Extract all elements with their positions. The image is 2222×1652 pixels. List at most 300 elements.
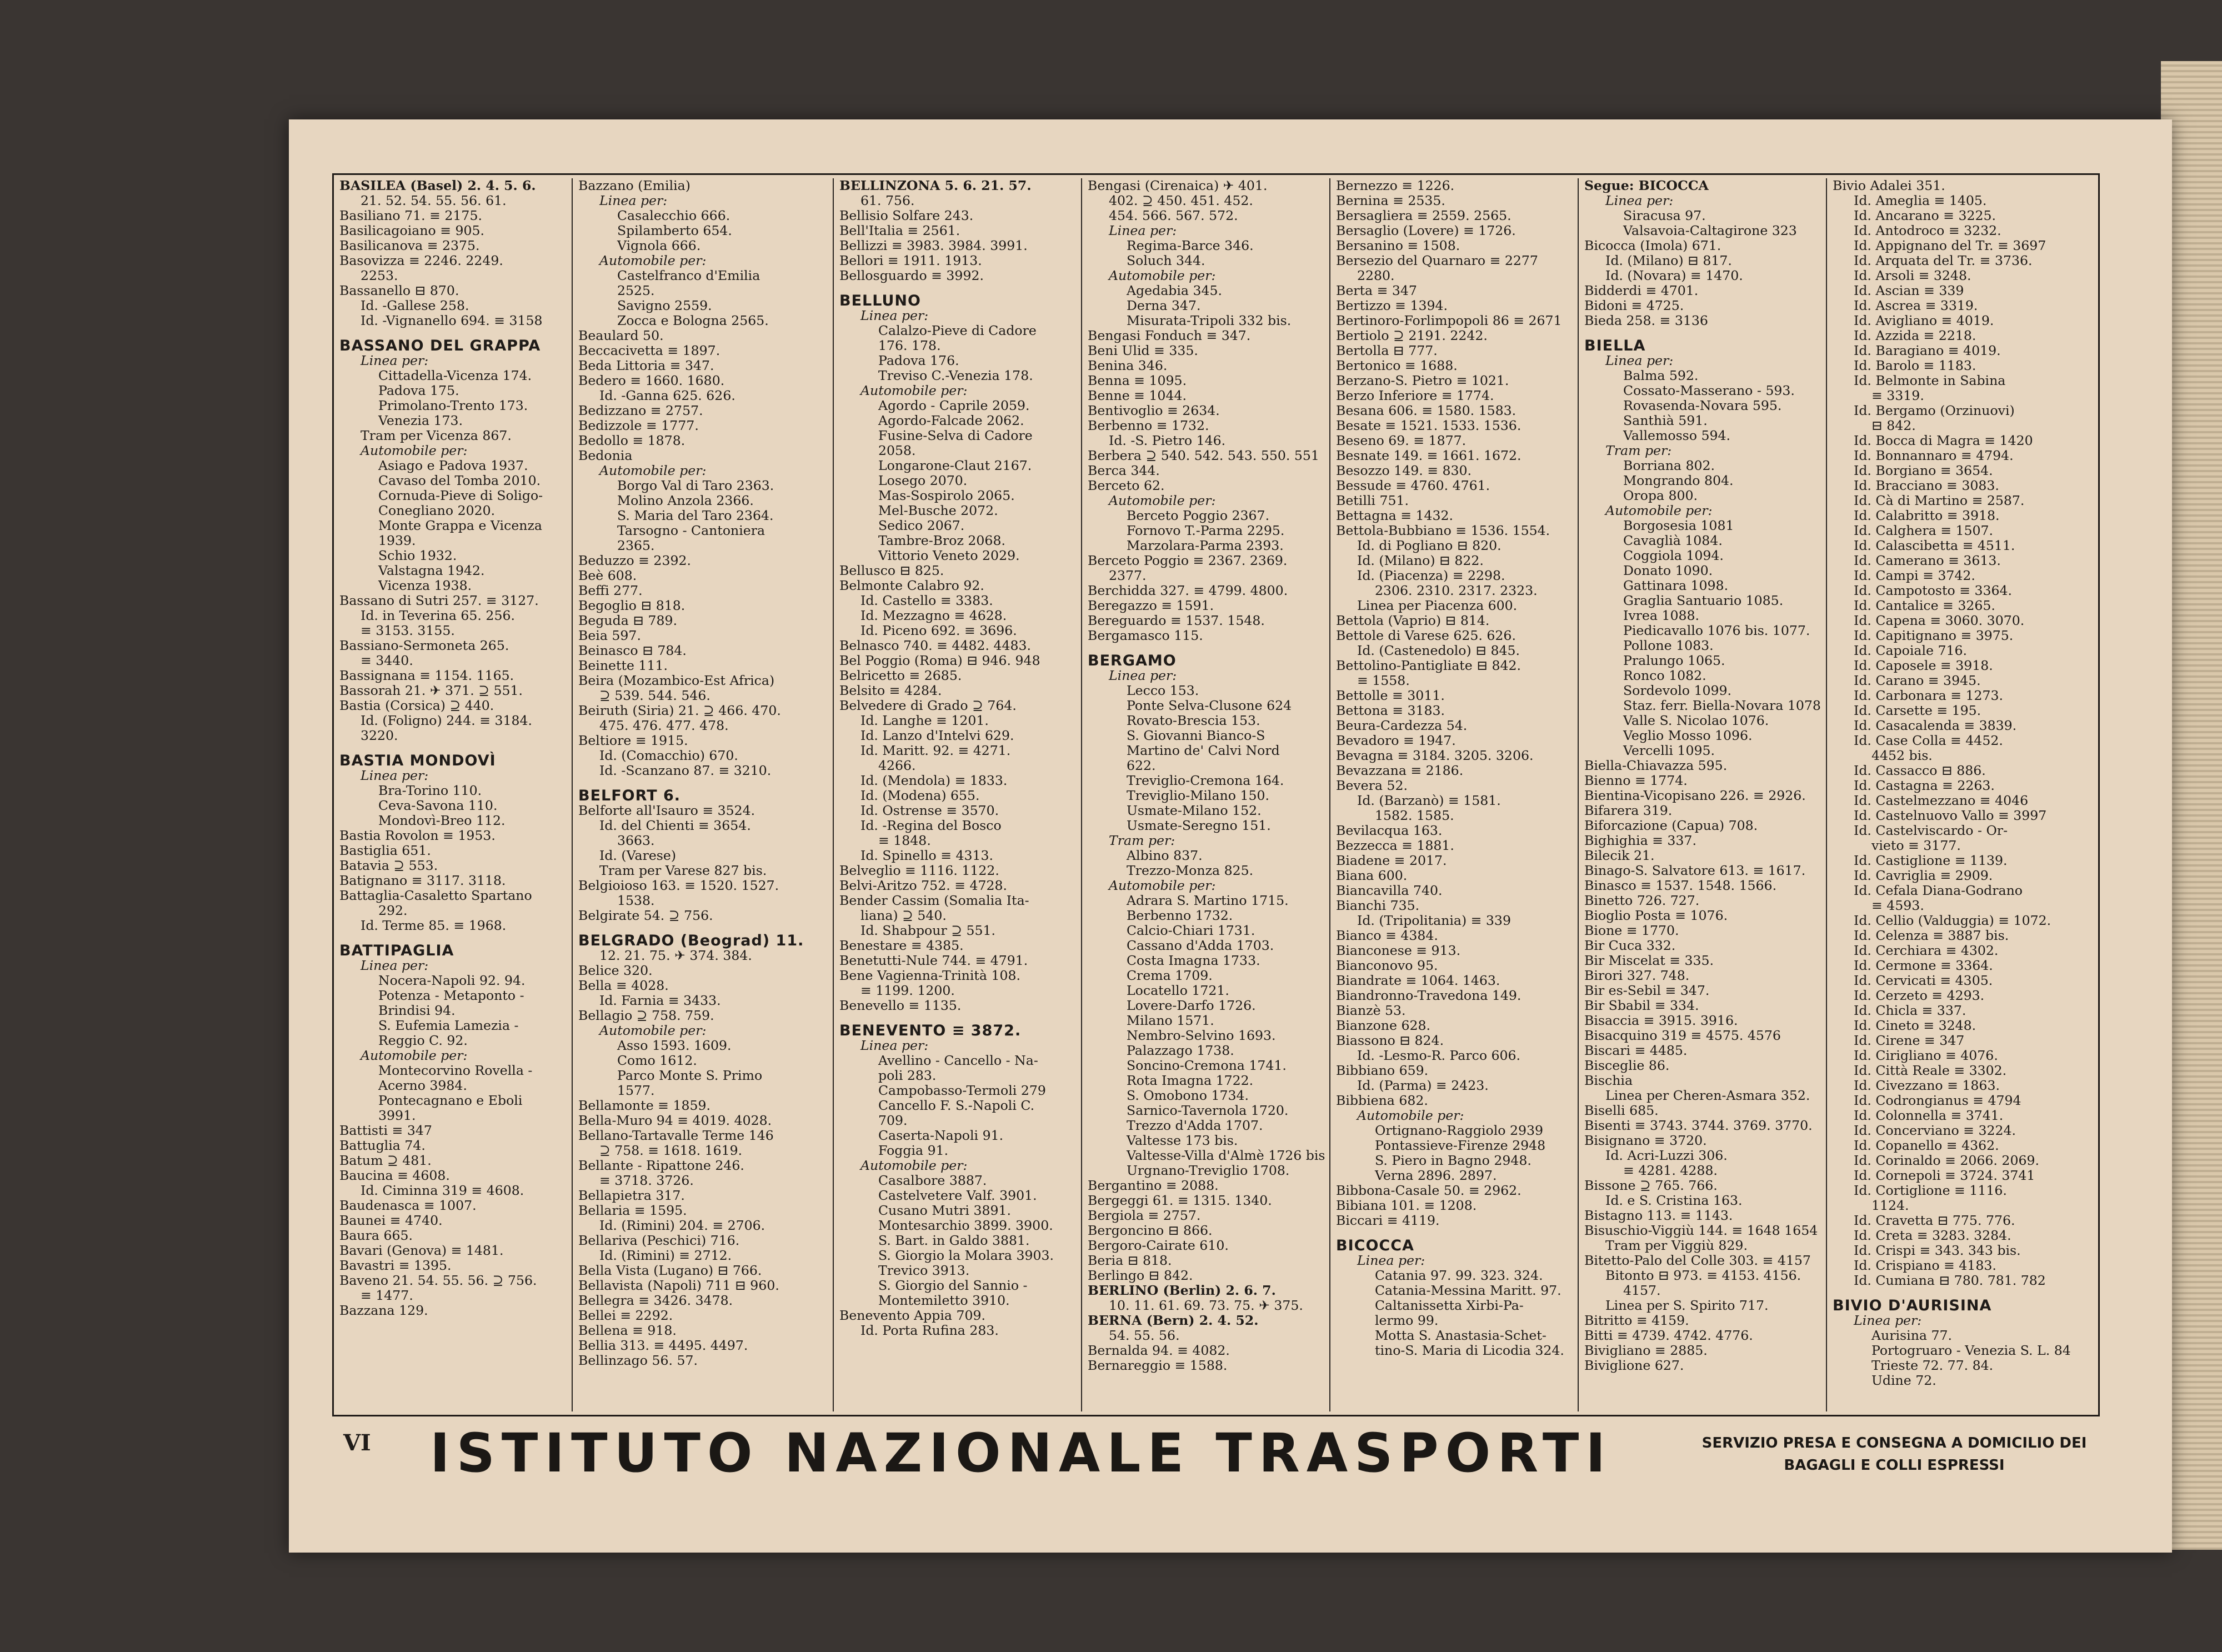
index-entry: Venezia 173. (378, 413, 463, 428)
index-entry: 4452 bis. (1871, 748, 1933, 763)
index-entry: Id. Cirigliano ≡ 4076. (1854, 1048, 1998, 1063)
index-entry: Piedicavallo 1076 bis. 1077. (1623, 623, 1810, 638)
index-entry: Bistagno 113. ≡ 1143. (1584, 1208, 1733, 1223)
index-entry: Bioglio Posta ≡ 1076. (1584, 908, 1728, 923)
index-entry: Bersaglio (Lovere) ≡ 1726. (1336, 223, 1516, 238)
index-entry: Batignano ≡ 3117. 3118. (339, 873, 506, 888)
index-entry: Regima-Barce 346. (1127, 238, 1254, 253)
index-entry: Portogruaro - Venezia S. L. 84 (1871, 1343, 2071, 1358)
footer-banner (332, 1422, 2096, 1489)
index-entry: Lecco 153. (1127, 683, 1199, 698)
index-entry: Bengasi (Cirenaica) ✈ 401. (1088, 178, 1268, 193)
index-entry: Misurata-Tripoli 332 bis. (1127, 313, 1292, 328)
index-entry: Id. Cà di Martino ≡ 2587. (1854, 493, 2025, 508)
index-entry: Batum ⊇ 481. (339, 1153, 432, 1168)
index-entry: Valtesse 173 bis. (1127, 1133, 1238, 1148)
index-entry: Bessude ≡ 4760. 4761. (1336, 478, 1490, 493)
index-entry: Bengasi Fonduch ≡ 347. (1088, 328, 1251, 343)
index-entry: Catania 97. 99. 323. 324. (1375, 1268, 1543, 1283)
index-entry: BATTIPAGLIA (339, 942, 454, 959)
index-entry: Valtesse-Villa d'Almè 1726 bis (1127, 1148, 1325, 1163)
index-entry: Donato 1090. (1623, 563, 1713, 578)
index-entry: Automobile per: (1357, 1108, 1464, 1123)
index-entry: Id. Carbonara ≡ 1273. (1854, 688, 2004, 703)
index-entry: Montemiletto 3910. (878, 1293, 1010, 1308)
index-entry: Id. (Varese) (599, 848, 677, 863)
index-entry: Vercelli 1095. (1623, 743, 1715, 758)
index-entry: Bastiglia 651. (339, 843, 431, 858)
index-column-5 (1330, 178, 1579, 1411)
index-entry: Beccacivetta ≡ 1897. (578, 343, 720, 358)
index-entry: Id. Bonnannaro ≡ 4794. (1854, 448, 2014, 463)
index-entry: Id. Carsette ≡ 195. (1854, 703, 1981, 718)
index-entry: Biviglione 627. (1584, 1358, 1684, 1373)
index-entry: Primolano-Trento 173. (378, 398, 528, 413)
index-entry: Schio 1932. (378, 548, 457, 563)
index-entry: Id. Castelnuovo Vallo ≡ 3997 (1854, 808, 2047, 823)
index-entry: Automobile per: (860, 1158, 968, 1173)
index-entry: Bibiana 101. ≡ 1208. (1336, 1198, 1477, 1213)
index-entry: Bischia (1584, 1073, 1633, 1088)
index-entry: Martino de' Calvi Nord (1127, 743, 1280, 758)
index-entry: Belnasco 740. ≡ 4482. 4483. (839, 638, 1032, 653)
index-entry: Belmonte Calabro 92. (839, 578, 984, 593)
index-entry: BELFORT 6. (578, 787, 681, 804)
index-entry: Trezzo d'Adda 1707. (1127, 1118, 1263, 1133)
index-entry: Id. Casacalenda ≡ 3839. (1854, 718, 2017, 733)
index-entry: S. Eufemia Lamezia - (378, 1018, 519, 1033)
index-table (332, 173, 2100, 1416)
show-through-text (422, 129, 1394, 168)
index-entry: Bassorah 21. ✈ 371. ⊇ 551. (339, 683, 523, 698)
index-entry: Bender Cassim (Somalia Ita- (839, 893, 1029, 908)
index-entry: Tram per: (1605, 443, 1672, 458)
index-entry: Id. Cefala Diana-Godrano (1854, 883, 2023, 898)
index-entry: Beria ⊟ 818. (1088, 1253, 1172, 1268)
index-entry: Beinasco ⊟ 784. (578, 643, 687, 658)
index-entry: Belvi-Aritzo 752. ≡ 4728. (839, 878, 1008, 893)
index-entry: Id. Civezzano ≡ 1863. (1854, 1078, 2000, 1093)
index-entry: Valle S. Nicolao 1076. (1623, 713, 1769, 728)
index-entry: Bassiano-Sermoneta 265. (339, 638, 509, 653)
index-entry: Id. (Barzanò) ≡ 1581. (1357, 793, 1501, 808)
index-entry: Bibbiena 682. (1336, 1093, 1428, 1108)
index-entry: Linea per Cheren-Asmara 352. (1605, 1088, 1810, 1103)
index-entry: Beffi 277. (578, 583, 643, 598)
index-entry: Bevilacqua 163. (1336, 823, 1443, 838)
index-entry: Beaulard 50. (578, 328, 664, 343)
index-entry: Id. Appignano del Tr. ≡ 3697 (1854, 238, 2046, 253)
index-entry: Cancello F. S.-Napoli C. (878, 1098, 1035, 1113)
index-entry: 454. 566. 567. 572. (1109, 208, 1238, 223)
index-entry: Baudenasca ≡ 1007. (339, 1198, 477, 1213)
index-entry: Bientina-Vicopisano 226. ≡ 2926. (1584, 788, 1806, 803)
index-entry: Calalzo-Pieve di Cadore (878, 323, 1037, 338)
index-entry: Id. Lanzo d'Intelvi 629. (860, 728, 1014, 743)
index-entry: Id. Cavriglia ≡ 2909. (1854, 868, 1993, 883)
index-entry: Id. Capena ≡ 3060. 3070. (1854, 613, 2025, 628)
index-entry: Vittorio Veneto 2029. (878, 548, 1020, 563)
index-entry: Bertiolo ⊇ 2191. 2242. (1336, 328, 1488, 343)
index-entry: Id. (Milano) ⊟ 817. (1605, 253, 1732, 268)
index-entry: Trevico 3913. (878, 1263, 970, 1278)
index-entry: Vignola 666. (617, 238, 701, 253)
index-entry: Trezzo-Monza 825. (1127, 863, 1254, 878)
index-entry: Id. Arsoli ≡ 3248. (1854, 268, 1971, 283)
index-entry: Linea per: (599, 193, 668, 208)
index-entry: Mondovì-Breo 112. (378, 813, 506, 828)
index-entry: Id. Crispi ≡ 343. 343 bis. (1854, 1243, 2021, 1258)
index-entry: Besnate 149. ≡ 1661. 1672. (1336, 448, 1522, 463)
index-entry: S. Giorgio la Molara 3903. (878, 1248, 1054, 1263)
index-entry: Id. Corinaldo ≡ 2066. 2069. (1854, 1153, 2039, 1168)
index-entry: Linea per Piacenza 600. (1357, 598, 1518, 613)
index-entry: Berzano-S. Pietro ≡ 1021. (1336, 373, 1509, 388)
index-entry: Beguda ⊟ 789. (578, 613, 678, 628)
index-entry: Bitetto-Palo del Colle 303. ≡ 4157 (1584, 1253, 1811, 1268)
index-entry: Bibbiano 659. (1336, 1063, 1429, 1078)
index-entry: Id. Cineto ≡ 3248. (1854, 1018, 1976, 1033)
index-entry: Bassano di Sutri 257. ≡ 3127. (339, 593, 539, 608)
index-entry: Id. Baragiano ≡ 4019. (1854, 343, 2001, 358)
index-entry: Ivrea 1088. (1623, 608, 1700, 623)
index-entry: Biassono ⊟ 824. (1336, 1033, 1444, 1048)
index-entry: Biandrate ≡ 1064. 1463. (1336, 973, 1500, 988)
index-entry: Como 1612. (617, 1053, 697, 1068)
institute-title: ISTITUTO NAZIONALE TRASPORTI (430, 1422, 1613, 1484)
index-entry: Id. (Rimini) ≡ 2712. (599, 1248, 732, 1263)
index-entry: lermo 99. (1375, 1313, 1439, 1328)
index-entry: Usmate-Milano 152. (1127, 803, 1262, 818)
service-subtitle: SERVIZIO PRESA E CONSEGNA A DOMICILIO DEI BAGAGLI E COLLI ESPRESSI (1701, 1435, 2087, 1474)
index-entry: S. Bart. in Galdo 3881. (878, 1233, 1030, 1248)
index-entry: Bellizzi ≡ 3983. 3984. 3991. (839, 238, 1028, 253)
index-entry: Mas-Sospirolo 2065. (878, 488, 1015, 503)
index-entry: Bertonico ≡ 1688. (1336, 358, 1458, 373)
index-entry: Aurisina 77. (1871, 1328, 1952, 1343)
index-entry: Id. (Tripolitania) ≡ 339 (1357, 913, 1511, 928)
index-entry: ≡ 4593. (1871, 898, 1924, 913)
index-entry: Bevadoro ≡ 1947. (1336, 733, 1456, 748)
index-entry: Marzolara-Parma 2393. (1127, 538, 1284, 553)
index-entry: Id. Città Reale ≡ 3302. (1854, 1063, 2007, 1078)
index-entry: ≡ 1199. 1200. (860, 983, 955, 998)
index-entry: Bianconese ≡ 913. (1336, 943, 1461, 958)
index-entry: Beseno 69. ≡ 1877. (1336, 433, 1467, 448)
index-entry: Baveno 21. 54. 55. 56. ⊇ 756. (339, 1273, 537, 1288)
index-entry: Biforcazione (Capua) 708. (1584, 818, 1758, 833)
index-entry: Bettolino-Pantigliate ⊟ 842. (1336, 658, 1522, 673)
index-entry: Bibbona-Casale 50. ≡ 2962. (1336, 1183, 1522, 1198)
index-entry: Benina 346. (1088, 358, 1168, 373)
index-entry: Id. Terme 85. ≡ 1968. (361, 918, 507, 933)
index-entry: Bernareggio ≡ 1588. (1088, 1358, 1228, 1373)
index-entry: Parco Monte S. Primo (617, 1068, 763, 1083)
index-entry: Id. (Foligno) 244. ≡ 3184. (361, 713, 533, 728)
index-entry: Id. Borgiano ≡ 3654. (1854, 463, 1993, 478)
index-entry: Automobile per: (361, 1048, 468, 1063)
index-entry: Ronco 1082. (1623, 668, 1706, 683)
index-entry: Bianzè 53. (1336, 1003, 1406, 1018)
index-entry: ≡ 1558. (1357, 673, 1410, 688)
index-entry: Benevello ≡ 1135. (839, 998, 962, 1013)
index-entry: Bedero ≡ 1660. 1680. (578, 373, 725, 388)
index-entry: Bivigliano ≡ 2885. (1584, 1343, 1708, 1358)
index-entry: Agordo - Caprile 2059. (878, 398, 1030, 413)
index-entry: 475. 476. 477. 478. (599, 718, 729, 733)
index-entry: Berceto Poggio ≡ 2367. 2369. (1088, 553, 1288, 568)
index-entry: Montecorvino Rovella - (378, 1063, 533, 1078)
index-entry: poli 283. (878, 1068, 937, 1083)
index-entry: Bertolla ⊟ 777. (1336, 343, 1438, 358)
index-entry: BELGRADO (Beograd) 11. (578, 932, 804, 949)
index-entry: Nembro-Selvino 1693. (1127, 1028, 1276, 1043)
index-entry: Linea per: (361, 353, 429, 368)
index-entry: Cusano Mutri 3891. (878, 1203, 1012, 1218)
index-entry: Id. Piceno 692. ≡ 3696. (860, 623, 1017, 638)
index-entry: Bivio Adalei 351. (1833, 178, 1945, 193)
index-entry: Linea per: (860, 1038, 929, 1053)
index-entry: Lovere-Darfo 1726. (1127, 998, 1256, 1013)
index-entry: Borriana 802. (1623, 458, 1715, 473)
index-entry: Verna 2896. 2897. (1375, 1168, 1497, 1183)
index-entry: Monte Grappa e Vicenza (378, 518, 542, 533)
index-entry: Calcio-Chiari 1731. (1127, 923, 1255, 938)
index-entry: BERLINO (Berlin) 2. 6. 7. (1088, 1283, 1276, 1298)
index-entry: Molino Anzola 2366. (617, 493, 754, 508)
index-entry: Cassano d'Adda 1703. (1127, 938, 1274, 953)
index-entry: Id. (Comacchio) 670. (599, 748, 738, 763)
index-entry: Avellino - Cancello - Na- (878, 1053, 1038, 1068)
index-entry: Bissone ⊇ 765. 766. (1584, 1178, 1718, 1193)
index-entry: Id. Cumiana ⊟ 780. 781. 782 (1854, 1273, 2046, 1288)
index-entry: Cittadella-Vicenza 174. (378, 368, 532, 383)
index-entry: Id. Cassacco ⊟ 886. (1854, 763, 1986, 778)
index-entry: Cossato-Masserano - 593. (1623, 383, 1795, 398)
index-entry: Id. Farnia ≡ 3433. (599, 993, 721, 1008)
index-entry: Id. Bergamo (Orzinuovi) (1854, 403, 2015, 418)
index-entry: Id. (Mendola) ≡ 1833. (860, 773, 1008, 788)
index-entry: Bentivoglio ≡ 2634. (1088, 403, 1220, 418)
index-entry: 292. (378, 903, 408, 918)
index-entry: Bazzano (Emilia) (578, 178, 690, 193)
index-entry: Biselli 685. (1584, 1103, 1659, 1118)
index-entry: ≡ 1848. (878, 833, 931, 848)
index-entry: Id. e S. Cristina 163. (1605, 1193, 1743, 1208)
index-entry: Bicocca (Imola) 671. (1584, 238, 1721, 253)
index-entry: Asso 1593. 1609. (617, 1038, 732, 1053)
index-entry: Ceva-Savona 110. (378, 798, 498, 813)
index-entry: Belice 320. (578, 963, 653, 978)
index-entry: Beltiore ≡ 1915. (578, 733, 688, 748)
index-entry: Rovasenda-Novara 595. (1623, 398, 1782, 413)
index-column-2 (573, 178, 834, 1411)
index-entry: Linea per: (1605, 353, 1674, 368)
index-entry: Bianzone 628. (1336, 1018, 1430, 1033)
index-entry: Bettola-Bubbiano ≡ 1536. 1554. (1336, 523, 1550, 538)
index-entry: Treviso C.-Venezia 178. (878, 368, 1033, 383)
index-entry: Bavari (Genova) ≡ 1481. (339, 1243, 504, 1258)
index-entry: Binetto 726. 727. (1584, 893, 1700, 908)
index-entry: Bidderdi ≡ 4701. (1584, 283, 1699, 298)
index-entry: 402. ⊇ 450. 451. 452. (1109, 193, 1253, 208)
index-entry: Bir es-Sebil ≡ 347. (1584, 983, 1710, 998)
index-entry: Catania-Messina Maritt. 97. (1375, 1283, 1562, 1298)
index-entry: Bellisio Solfare 243. (839, 208, 974, 223)
index-entry: 4266. (878, 758, 916, 773)
index-entry: Binasco ≡ 1537. 1548. 1566. (1584, 878, 1777, 893)
index-entry: Berta ≡ 347 (1336, 283, 1417, 298)
index-entry: Id. Case Colla ≡ 4452. (1854, 733, 2003, 748)
index-entry: Id. Cirene ≡ 347 (1854, 1033, 1965, 1048)
index-entry: Casalecchio 666. (617, 208, 730, 223)
index-entry: Bellori ≡ 1911. 1913. (839, 253, 982, 268)
index-entry: Basiliano 71. ≡ 2175. (339, 208, 482, 223)
index-entry: Bergeggi 61. ≡ 1315. 1340. (1088, 1193, 1272, 1208)
index-entry: Reggio C. 92. (378, 1033, 468, 1048)
index-entry: Acerno 3984. (378, 1078, 467, 1093)
index-entry: Basilicanova ≡ 2375. (339, 238, 480, 253)
index-entry: Bedonia (578, 448, 633, 463)
index-entry: Bellei ≡ 2292. (578, 1308, 673, 1323)
index-entry: Automobile per: (1605, 503, 1713, 518)
index-entry: 12. 21. 75. ✈ 374. 384. (599, 948, 752, 963)
index-entry: Santhià 591. (1623, 413, 1708, 428)
index-entry: Berzo Inferiore ≡ 1774. (1336, 388, 1494, 403)
index-entry: Bazzana 129. (339, 1303, 428, 1318)
index-entry: Berceto Poggio 2367. (1127, 508, 1270, 523)
index-entry: Id. Arquata del Tr. ≡ 3736. (1854, 253, 2033, 268)
index-entry: 2058. (878, 443, 916, 458)
index-entry: Treviglio-Cremona 164. (1127, 773, 1284, 788)
index-entry: Id. Caposele ≡ 3918. (1854, 658, 1993, 673)
index-entry: Bella Vista (Lugano) ⊟ 766. (578, 1263, 762, 1278)
index-entry: Berbenno ≡ 1732. (1088, 418, 1209, 433)
index-entry: Besana 606. ≡ 1580. 1583. (1336, 403, 1517, 418)
index-entry: Brindisi 94. (378, 1003, 456, 1018)
index-entry: Berbenno 1732. (1127, 908, 1233, 923)
index-entry: Bettona ≡ 3183. (1336, 703, 1445, 718)
index-entry: Bra-Torino 110. (378, 783, 482, 798)
index-entry: Bisaccia ≡ 3915. 3916. (1584, 1013, 1738, 1028)
index-entry: Casalbore 3887. (878, 1173, 987, 1188)
index-entry: Id. Cantalice ≡ 3265. (1854, 598, 1995, 613)
index-entry: Bevagna ≡ 3184. 3205. 3206. (1336, 748, 1534, 763)
index-entry: Losego 2070. (878, 473, 968, 488)
index-entry: Id. Chicla ≡ 337. (1854, 1003, 1966, 1018)
index-entry: 1939. (378, 533, 416, 548)
index-entry: Bellinzago 56. 57. (578, 1353, 698, 1368)
index-entry: Valstagna 1942. (378, 563, 485, 578)
index-entry: S. Giorgio del Sannio - (878, 1278, 1028, 1293)
index-entry: Derna 347. (1127, 298, 1201, 313)
index-entry: 2280. (1357, 268, 1395, 283)
index-entry: Bisceglie 86. (1584, 1058, 1670, 1073)
index-entry: Agedabia 345. (1127, 283, 1223, 298)
index-entry: Sordevolo 1099. (1623, 683, 1732, 698)
index-entry: Id. Shabpour ⊇ 551. (860, 923, 996, 938)
index-entry: Siracusa 97. (1623, 208, 1706, 223)
index-entry: Biscari ≡ 4485. (1584, 1043, 1688, 1058)
index-entry: Id. Castiglione ≡ 1139. (1854, 853, 2008, 868)
index-entry: Urgnano-Treviglio 1708. (1127, 1163, 1290, 1178)
index-entry: 2306. 2310. 2317. 2323. (1375, 583, 1538, 598)
index-entry: Veglio Mosso 1096. (1623, 728, 1753, 743)
index-entry: ⊇ 539. 544. 546. (599, 688, 710, 703)
index-entry: 10. 11. 61. 69. 73. 75. ✈ 375. (1109, 1298, 1303, 1313)
index-entry: Bettola (Vaprio) ⊟ 814. (1336, 613, 1490, 628)
index-entry: Trieste 72. 77. 84. (1871, 1358, 1994, 1373)
index-entry: Baura 665. (339, 1228, 413, 1243)
index-entry: Rovato-Brescia 153. (1127, 713, 1260, 728)
index-entry: Id. Castelmezzano ≡ 4046 (1854, 793, 2029, 808)
index-entry: Id. (Castenedolo) ⊟ 845. (1357, 643, 1520, 658)
index-entry: Bergantino ≡ 2088. (1088, 1178, 1219, 1193)
index-entry: Id. -Scanzano 87. ≡ 3210. (599, 763, 772, 778)
index-entry: Id. Belmonte in Sabina (1854, 373, 2006, 388)
index-entry: Biana 600. (1336, 868, 1408, 883)
index-entry: Beia 597. (578, 628, 641, 643)
index-entry: Id. Calabritto ≡ 3918. (1854, 508, 2000, 523)
index-entry: Linea per: (1109, 223, 1177, 238)
index-entry: Id. Cornepoli ≡ 3724. 3741 (1854, 1168, 2035, 1183)
index-entry: Baucina ≡ 4608. (339, 1168, 450, 1183)
index-entry: Bel Poggio (Roma) ⊟ 946. 948 (839, 653, 1040, 668)
index-entry: 3663. (617, 833, 655, 848)
index-entry: Basilicagoiano ≡ 905. (339, 223, 485, 238)
index-entry: vieto ≡ 3177. (1871, 838, 1961, 853)
index-entry: Linea per S. Spirito 717. (1605, 1298, 1769, 1313)
index-entry: Battisti ≡ 347 (339, 1123, 432, 1138)
index-entry: Vicenza 1938. (378, 578, 472, 593)
index-entry: Benna ≡ 1095. (1088, 373, 1187, 388)
index-entry: Milano 1571. (1127, 1013, 1214, 1028)
index-entry: Cornuda-Pieve di Soligo- (378, 488, 543, 503)
index-entry: Bertinoro-Forlimpopoli 86 ≡ 2671 (1336, 313, 1562, 328)
index-entry: Biella-Chiavazza 595. (1584, 758, 1728, 773)
index-entry: Bir Cuca 332. (1584, 938, 1676, 953)
index-entry: Vallemosso 594. (1623, 428, 1731, 443)
index-entry: 1538. (617, 893, 655, 908)
index-entry: Bavastri ≡ 1395. (339, 1258, 452, 1273)
index-entry: Id. (Modena) 655. (860, 788, 980, 803)
index-entry: Bione ≡ 1770. (1584, 923, 1679, 938)
index-entry: Begoglio ⊟ 818. (578, 598, 685, 613)
index-entry: Belsito ≡ 4284. (839, 683, 942, 698)
index-entry: Bitonto ⊟ 973. ≡ 4153. 4156. (1605, 1268, 1801, 1283)
index-column-4 (1082, 178, 1330, 1411)
index-entry: Id. Spinello ≡ 4313. (860, 848, 994, 863)
index-entry: Benestare ≡ 4385. (839, 938, 964, 953)
index-entry: ≡ 3718. 3726. (599, 1173, 694, 1188)
index-entry: Battaglia-Casaletto Spartano (339, 888, 532, 903)
index-entry: Costa Imagna 1733. (1127, 953, 1260, 968)
index-entry: Asiago e Padova 1937. (378, 458, 528, 473)
index-entry: Id. Amegliа ≡ 1405. (1854, 193, 1987, 208)
index-entry: Id. in Teverina 65. 256. (361, 608, 515, 623)
index-entry: Id. Castelviscardo - Or- (1854, 823, 2008, 838)
index-entry: Id. Cermone ≡ 3364. (1854, 958, 1993, 973)
index-entry: Bellano-Tartavalle Terme 146 (578, 1128, 774, 1143)
index-entry: Agordo-Falcade 2062. (878, 413, 1024, 428)
index-entry: 3220. (361, 728, 398, 743)
index-entry: Padova 175. (378, 383, 459, 398)
index-entry: Treviglio-Milano 150. (1127, 788, 1269, 803)
index-entry: BELLINZONA 5. 6. 21. 57. (839, 178, 1032, 193)
index-entry: 1124. (1871, 1198, 1909, 1213)
index-entry: Bieda 258. ≡ 3136 (1584, 313, 1708, 328)
index-entry: Longarone-Claut 2167. (878, 458, 1032, 473)
